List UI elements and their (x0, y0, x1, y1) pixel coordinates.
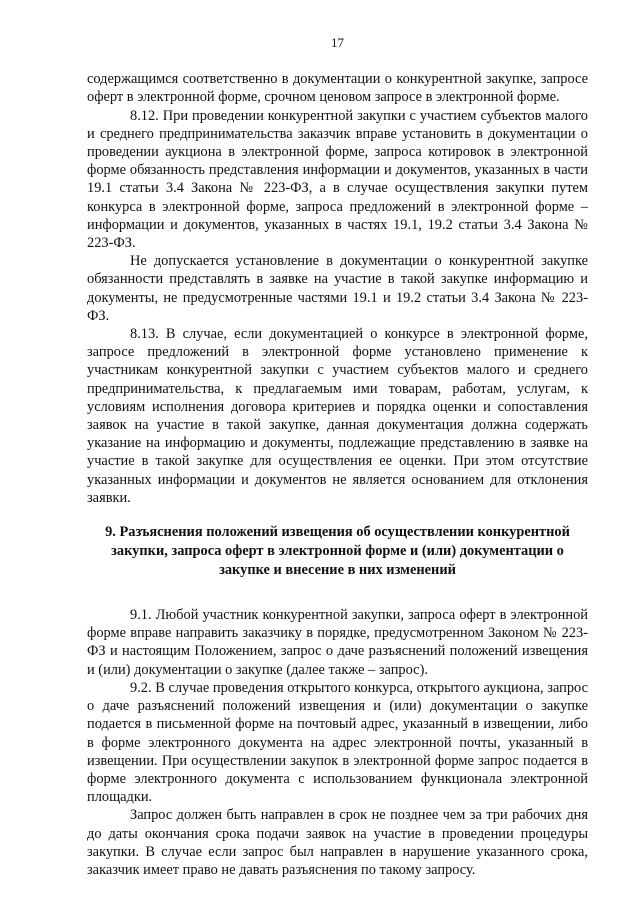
paragraph-9-2: 9.2. В случае проведения открытого конкурса, открытого аукциона, запрос о даче разъяснений положений извещения и (или) документации о закупке подается в письменной форме на почтовый адрес, указанный в извещении, либо в форме электронного документа на адрес электронной почты, указанный в извещении. При осуществлении закупок в электронной форме запрос подается в форме электронного документа с использованием функционала электронной площадки. (87, 679, 588, 806)
paragraph: Запрос должен быть направлен в срок не позднее чем за три рабочих дня до даты окончания срока подачи заявок на участие в проведении процедуры закупки. В случае если запрос был направлен в нарушение указанного срока, заказчик имеет право не давать разъяснения по такому запросу. (87, 807, 588, 878)
paragraph-8-13: 8.13. В случае, если документацией о конкурсе в электронной форме, запросе предложений в электронной форме установлено применение к участникам конкурентной закупки с участием субъектов малого и среднего предпринимательства, к предлагаемым ими товарам, работам, услугам, к условиям исполнения договора критериев и порядка оценки и сопоставления заявок на участие в такой закупке, данная документация должна содержать указание на информацию и документы, подлежащие представлению в заявке на участие в такой закупке для осуществления ее оценки. При этом отсутствие указанных информации и документов не является основанием для отклонения заявки. (87, 326, 588, 506)
section-heading: 9. Разъяснения положений извещения об осуществлении конкурентной закупки, запроса оферт в электронной форме и (или) документации о закупке и внесение в них изменений (105, 524, 570, 579)
body-bottom (87, 606, 588, 879)
paragraph-8-12: 8.12. При проведении конкурентной закупки с участием субъектов малого и среднего предпринимательства заказчик вправе установить в документации о проведении аукциона в электронной форме, запроса котировок в электронной форме обязанность представления информации и документов, указанных в части 19.1 статьи 3.4 Закона № 223-ФЗ, а в случае осуществления закупки путем конкурса в электронной форме, запроса предложений в электронной форме – информации и документов, указанных в частях 19.1, 19.2 статьи 3.4 Закона № 223-ФЗ. (87, 107, 588, 252)
body-top (87, 70, 588, 507)
paragraph-9-1: 9.1. Любой участник конкурентной закупки, запроса оферт в электронной форме вправе направить заказчику в порядке, предусмотренном Законом № 223-ФЗ и настоящим Положением, запрос о даче разъяснений положений извещения и (или) документации о закупке (далее также – запрос). (87, 607, 588, 678)
paragraph: Не допускается установление в документации о конкурентной закупке обязанности представлять в заявке на участие в такой закупке информацию и документы, не предусмотренные частями 19.1 и 19.2 статьи 3.4 Закона № 223-ФЗ. (87, 253, 588, 324)
page-number: 17 (331, 35, 344, 50)
paragraph: содержащимся соответственно в документации о конкурентной закупке, запросе оферт в электронной форме, срочном ценовом запросе в электронной форме. (87, 71, 588, 106)
